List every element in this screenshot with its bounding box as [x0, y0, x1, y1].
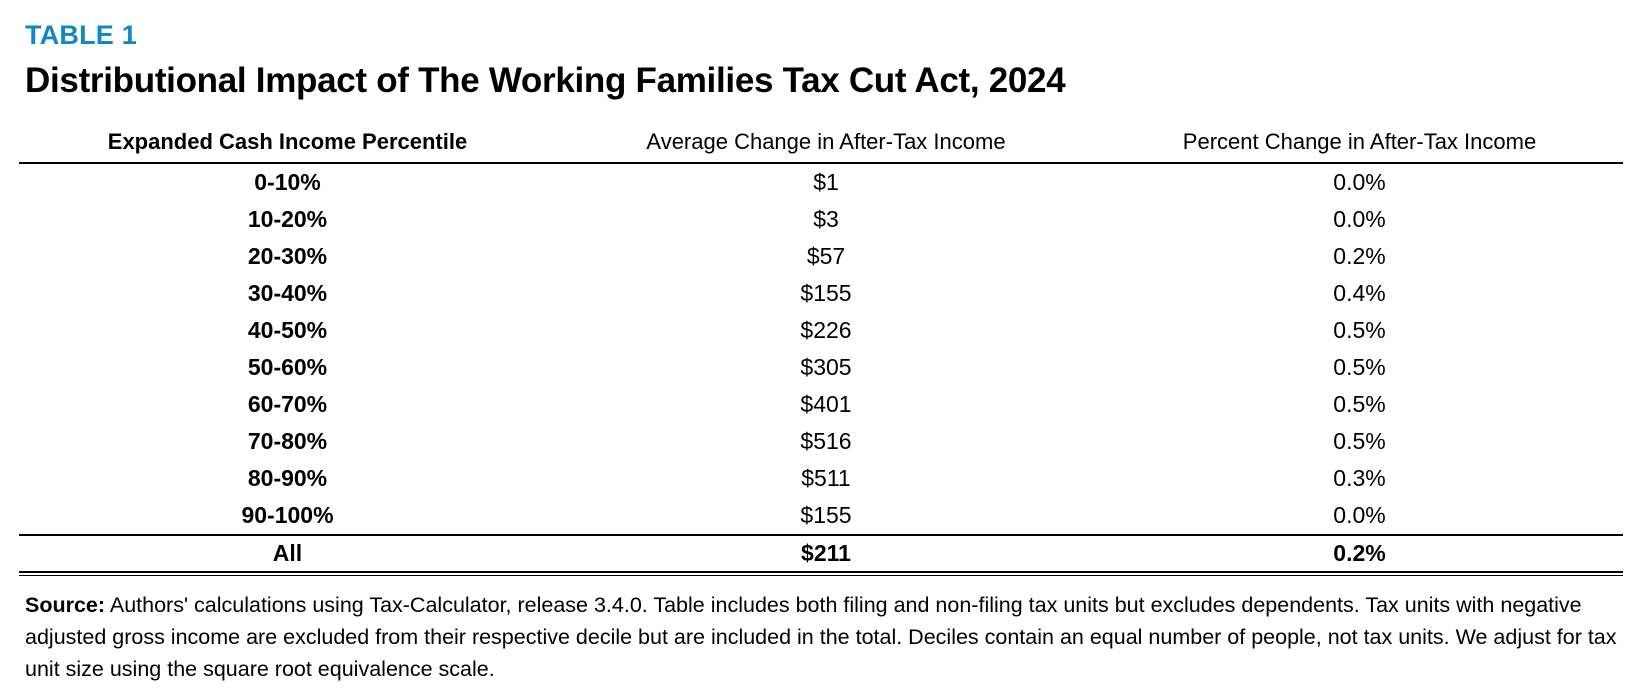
table-bottom-double-rule [19, 571, 1623, 576]
table-header-row [19, 122, 1623, 164]
table-row [19, 349, 1623, 386]
percent-change-cell: 0.4% [1333, 280, 1386, 306]
percent-change-cell: 0.0% [1333, 206, 1386, 232]
percentile-cell: 60-70% [247, 391, 328, 417]
table-label: TABLE 1 [25, 20, 137, 50]
total-label-cell: All [272, 540, 303, 566]
table-row [19, 386, 1623, 423]
table-row [19, 423, 1623, 460]
total-average-change-cell: $211 [801, 540, 851, 566]
table-row [19, 312, 1623, 349]
column-header-percentile: Expanded Cash Income Percentile [107, 129, 468, 154]
percentile-cell: 20-30% [247, 243, 328, 269]
table-row [19, 497, 1623, 534]
average-change-cell: $155 [800, 502, 852, 528]
percentile-cell: 40-50% [247, 317, 328, 343]
column-header-percent-change: Percent Change in After-Tax Income [1182, 129, 1537, 154]
percentile-cell: 70-80% [247, 428, 328, 454]
source-note-text: Authors' calculations using Tax-Calculator, release 3.4.0. Table includes both filing and non-filing tax units but excludes dependents. Tax units with negative adjusted gross income are excluded from their respective decile but are included in the total. Deciles contain an equal number of people, not tax units. We adjust for tax unit size using the square root equivalence scale. [25, 593, 1617, 681]
percent-change-cell: 0.5% [1333, 354, 1386, 380]
average-change-cell: $305 [800, 354, 852, 380]
percentile-cell: 30-40% [247, 280, 328, 306]
table-body [19, 164, 1623, 534]
table-row [19, 275, 1623, 312]
percentile-cell: 90-100% [241, 502, 334, 528]
distribution-table [19, 122, 1623, 576]
source-note-label: Source: [25, 593, 106, 617]
total-percent-change-cell: 0.2% [1333, 540, 1386, 566]
source-note [25, 589, 1620, 685]
percent-change-cell: 0.2% [1333, 243, 1386, 269]
average-change-cell: $511 [801, 465, 851, 491]
percentile-cell: 50-60% [247, 354, 328, 380]
average-change-cell: $3 [813, 206, 839, 232]
percent-change-cell: 0.5% [1333, 317, 1386, 343]
average-change-cell: $401 [800, 391, 852, 417]
table-row [19, 201, 1623, 238]
table-total-row [19, 534, 1623, 571]
percent-change-cell: 0.5% [1333, 428, 1386, 454]
average-change-cell: $57 [806, 243, 846, 269]
percent-change-cell: 0.0% [1333, 169, 1386, 195]
column-header-average-change: Average Change in After-Tax Income [646, 129, 1006, 154]
percentile-cell: 0-10% [254, 169, 321, 195]
table-row [19, 238, 1623, 275]
table-row [19, 460, 1623, 497]
table-row [19, 164, 1623, 201]
average-change-cell: $1 [813, 169, 839, 195]
average-change-cell: $516 [800, 428, 852, 454]
percent-change-cell: 0.3% [1333, 465, 1386, 491]
average-change-cell: $226 [800, 317, 852, 343]
table-title: Distributional Impact of The Working Families Tax Cut Act, 2024 [25, 61, 1066, 100]
average-change-cell: $155 [800, 280, 852, 306]
percentile-cell: 10-20% [247, 206, 328, 232]
percentile-cell: 80-90% [247, 465, 328, 491]
percent-change-cell: 0.5% [1333, 391, 1386, 417]
percent-change-cell: 0.0% [1333, 502, 1386, 528]
